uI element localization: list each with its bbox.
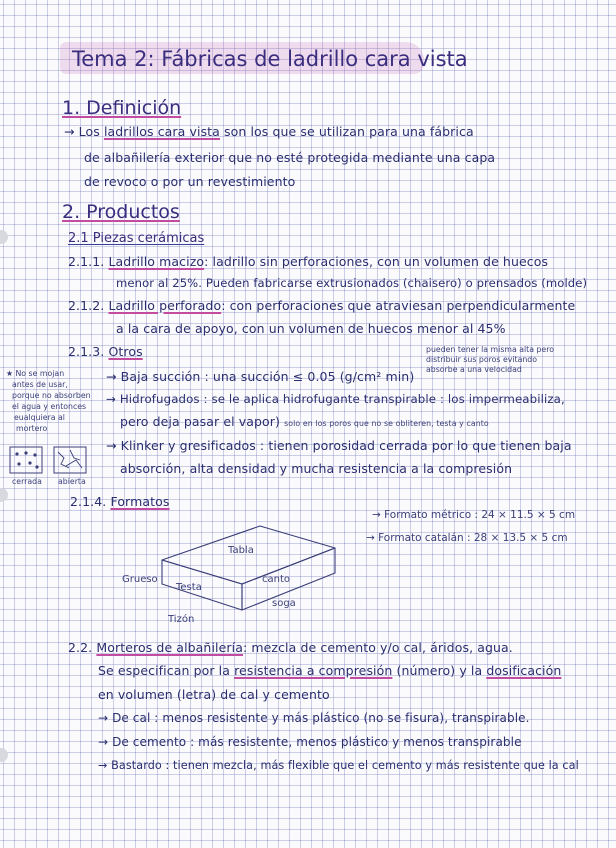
brick-label-grueso: Grueso: [122, 574, 158, 585]
section-1-heading: 1. Definición: [62, 97, 182, 119]
otros-klinker-line-2: absorción, alta densidad y mucha resistencia a la compresión: [120, 461, 513, 476]
definition-text: son los que se utilizan para una fábrica: [219, 124, 474, 139]
brick-label-tabla: Tabla: [228, 545, 254, 556]
hidrofugados-note: solo en los poros que no se obliteren, testa y canto: [284, 419, 489, 428]
margin-note-4: el agua y entonces: [12, 402, 87, 411]
item-title: Ladrillo perforado: [108, 298, 222, 313]
mortar-cemento: → De cemento : más resistente, menos plástico y menos transpirable: [98, 735, 522, 749]
item-2-1-1: [68, 255, 548, 269]
subsection-2-1-heading: 2.1 Piezas cerámicas: [68, 231, 205, 246]
open-pores: [58, 450, 82, 468]
mortar-term-dosage: dosificación: [486, 663, 562, 678]
item-number: 2.1.3.: [68, 344, 105, 359]
hidrofugados-text: pero deja pasar el vapor): [120, 414, 281, 429]
format-catalan: → Formato catalán : 28 × 13.5 × 5 cm: [366, 532, 568, 544]
binder-hole: [0, 230, 8, 244]
binder-hole: [0, 488, 8, 502]
item-number: 2.2.: [68, 640, 93, 655]
brick-label-soga: soga: [272, 598, 296, 609]
item-title: Formatos: [110, 494, 170, 509]
mortar-bastardo: → Bastardo : tienen mezcla, más flexible que el cemento y más resistente que la cal: [98, 759, 579, 772]
otros-hidrofugados-line-2: [120, 415, 489, 429]
otros-klinker: → Klinker y gresificados : tienen porosidad cerrada por lo que tienen baja: [106, 438, 572, 453]
margin-note-5: eualquiera al: [14, 413, 65, 422]
item-title: Morteros de albañilería: [96, 640, 243, 655]
closed-porosity-box: [10, 447, 42, 473]
format-metric: → Formato métrico : 24 × 11.5 × 5 cm: [372, 509, 576, 521]
definition-line-2: de albañilería exterior que no esté protegida mediante una capa: [84, 150, 496, 165]
margin-note-2: antes de usar,: [12, 380, 68, 389]
mortar-term-resistance: resistencia a compresión: [234, 663, 393, 678]
otros-baja-succion: → Baja succión : una succión ≤ 0.05 (g/cm² min): [106, 369, 415, 384]
closed-pores: [15, 451, 38, 468]
item-number: 2.1.1.: [68, 254, 105, 269]
item-text: : mezcla de cemento y/o cal, áridos, agua.: [242, 640, 513, 655]
section-2-heading: 2. Productos: [62, 201, 180, 223]
margin-note-6: mortero: [16, 424, 48, 433]
mortar-cal: → De cal : menos resistente y más plástico (no se fisura), transpirable.: [98, 711, 530, 725]
mortar-spec-text: Se especifican por la: [98, 663, 235, 678]
otros-hidrofugados: → Hidrofugados : se le aplica hidrofugante transpirable : los impermeabiliza,: [106, 392, 565, 406]
item-title: Otros: [108, 344, 143, 359]
item-2-1-3: [68, 345, 143, 359]
side-note-right-1: pueden tener la misma alta pero: [426, 345, 555, 354]
brick-front-face: [162, 560, 242, 610]
item-2-1-4: [70, 495, 169, 509]
item-number: 2.1.2.: [68, 298, 105, 313]
definition-arrow: → Los: [64, 124, 104, 139]
margin-note-1: ★ No se mojan: [6, 369, 65, 378]
porosity-sketches: [8, 444, 88, 478]
margin-note-3: porque no absorben: [12, 391, 91, 400]
definition-term: ladrillos cara vista: [103, 124, 220, 139]
legend-closed: cerrada: [12, 477, 42, 486]
item-number: 2.1.4.: [70, 494, 107, 509]
subsection-2-2: [68, 641, 513, 655]
item-2-1-2: [68, 299, 575, 313]
mortar-spec-line: [98, 664, 561, 678]
brick-label-tizon: Tizón: [168, 614, 195, 625]
item-2-1-2-line-2: a la cara de apoyo, con un volumen de huecos menor al 45%: [116, 321, 506, 336]
page-title: Tema 2: Fábricas de ladrillo cara vista: [72, 47, 468, 71]
brick-label-canto: canto: [262, 574, 291, 585]
mortar-spec-text: (número) y la: [392, 663, 487, 678]
legend-open: abierta: [58, 477, 86, 486]
side-note-right-2: distribuir sus poros evitando: [426, 355, 538, 364]
item-title: Ladrillo macizo: [108, 254, 205, 269]
brick-diagram: [150, 518, 350, 618]
item-text: : con perforaciones que atraviesan perpendicularmente: [221, 298, 576, 313]
brick-label-testa: Testa: [176, 582, 202, 593]
binder-hole: [0, 748, 8, 762]
definition-line-3: de revoco o por un revestimiento: [84, 174, 296, 189]
item-text: : ladrillo sin perforaciones, con un volumen de huecos: [204, 254, 549, 269]
side-note-right-3: absorbe a una velocidad: [426, 365, 522, 374]
definition-line-1: [64, 125, 474, 139]
item-2-1-1-line-2: menor al 25%. Pueden fabricarse extrusionados (chaisero) o prensados (molde): [116, 276, 588, 290]
mortar-spec-line-2: en volumen (letra) de cal y cemento: [98, 687, 330, 702]
